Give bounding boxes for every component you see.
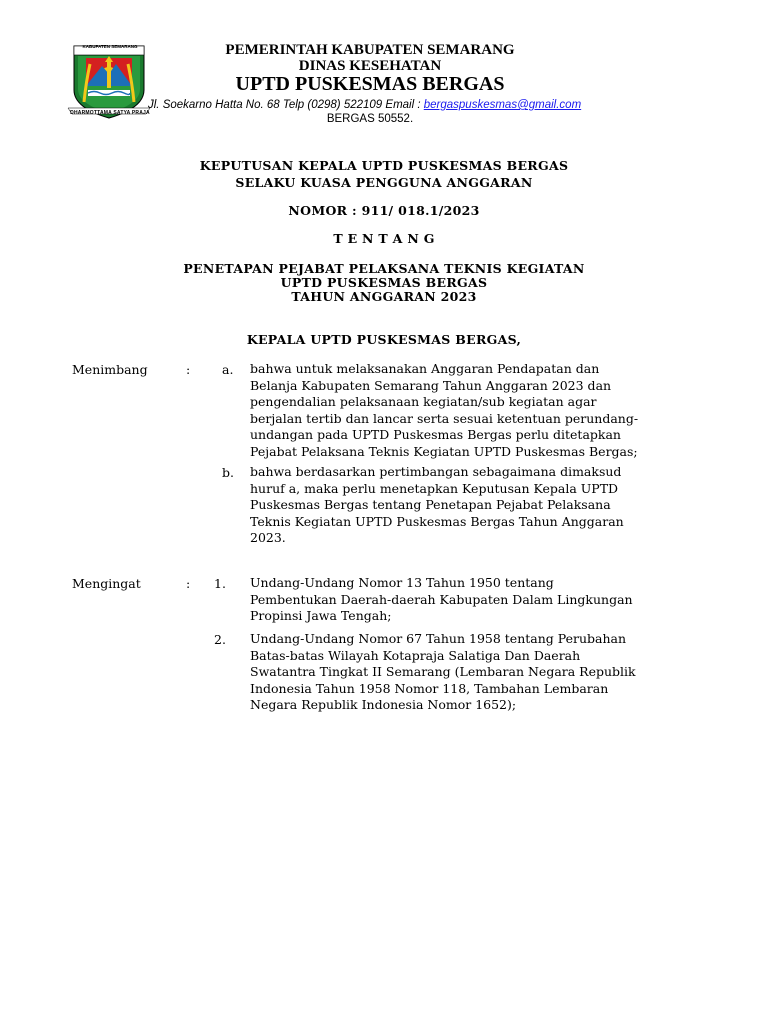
- text-line: Propinsi Jawa Tengah;: [250, 608, 392, 623]
- office-address: [148, 99, 708, 111]
- address-text: Jl. Soekarno Hatta No. 68 Telp (0298) 522109 Email :: [148, 99, 424, 111]
- text-line: bahwa untuk melaksanakan Anggaran Pendapatan dan: [250, 361, 600, 376]
- unit-name: UPTD PUSKESMAS BERGAS: [235, 73, 505, 95]
- subject-line-1: PENETAPAN PEJABAT PELAKSANA TEKNIS KEGIATAN: [183, 261, 585, 276]
- text-line: Batas-batas Wilayah Kotapraja Salatiga Dan Daerah: [250, 647, 581, 663]
- text-line: pengendalian pelaksanaan kegiatan/sub kegiatan agar: [250, 394, 597, 409]
- mengingat-item-2: [250, 631, 702, 714]
- text-line: Pembentukan Daerah-daerah Kabupaten Dalam Lingkungan: [250, 591, 633, 607]
- tentang-heading: T E N T A N G: [333, 231, 435, 246]
- text-line: 2023.: [250, 530, 286, 545]
- text-line: undangan pada UPTD Puskesmas Bergas perlu ditetapkan: [250, 427, 621, 442]
- text-line: berjalan tertib dan lancar serta sesuai ketentuan perundang-: [250, 410, 639, 426]
- mengingat-item-1: [250, 575, 702, 625]
- text-line: Negara Republik Indonesia Nomor 1652);: [250, 697, 517, 712]
- text-line: Indonesia Tahun 1958 Nomor 118, Tambahan Lembaran: [250, 680, 609, 696]
- authority-heading: KEPALA UPTD PUSKESMAS BERGAS,: [246, 332, 522, 347]
- menimbang-item-b: [250, 464, 702, 547]
- text-line: huruf a, maka perlu menetapkan Keputusan Kepala UPTD: [250, 480, 619, 496]
- text-line: Pejabat Pelaksana Teknis Kegiatan UPTD Puskesmas Bergas;: [250, 443, 638, 459]
- logo-top-text: KABUPATEN SEMARANG: [82, 44, 138, 49]
- list-marker: 1.: [214, 576, 226, 591]
- text-line: Belanja Kabupaten Semarang Tahun Anggaran 2023 dan: [250, 377, 612, 393]
- decree-title: KEPUTUSAN KEPALA UPTD PUSKESMAS BERGAS: [199, 158, 569, 173]
- list-marker: 2.: [214, 632, 226, 647]
- menimbang-colon: :: [186, 362, 191, 377]
- government-name: PEMERINTAH KABUPATEN SEMARANG: [225, 42, 515, 58]
- list-marker: b.: [222, 465, 234, 480]
- text-line: Puskesmas Bergas tentang Penetapan Pejabat Pelaksana: [250, 497, 611, 512]
- menimbang-item-a: [250, 361, 702, 460]
- text-line: Teknis Kegiatan UPTD Puskesmas Bergas Tahun Anggaran: [250, 513, 624, 529]
- mengingat-colon: :: [186, 576, 191, 591]
- text-line: bahwa berdasarkan pertimbangan sebagaimana dimaksud: [250, 464, 622, 479]
- email-link[interactable]: bergaspuskesmas@gmail.com: [423, 99, 582, 111]
- mengingat-label: Mengingat: [72, 576, 141, 591]
- text-line: Swatantra Tingkat II Semarang (Lembaran Negara Republik: [250, 664, 636, 679]
- text-line: Undang-Undang Nomor 13 Tahun 1950 tentang: [250, 575, 554, 590]
- subject-line-2: UPTD PUSKESMAS BERGAS: [280, 275, 488, 290]
- decree-number: NOMOR : 911/ 018.1/2023: [288, 203, 480, 218]
- office-city: BERGAS 50552.: [326, 113, 414, 125]
- decree-subtitle: SELAKU KUASA PENGGUNA ANGGARAN: [235, 175, 533, 190]
- list-marker: a.: [222, 362, 234, 377]
- menimbang-label: Menimbang: [72, 362, 148, 377]
- subject-line-3: TAHUN ANGGARAN 2023: [291, 289, 477, 304]
- logo-motto: DHARMOTTAMA SATYA PRAJA: [70, 110, 150, 116]
- office-name: DINAS KESEHATAN: [298, 58, 442, 74]
- text-line: Undang-Undang Nomor 67 Tahun 1958 tentang Perubahan: [250, 631, 627, 646]
